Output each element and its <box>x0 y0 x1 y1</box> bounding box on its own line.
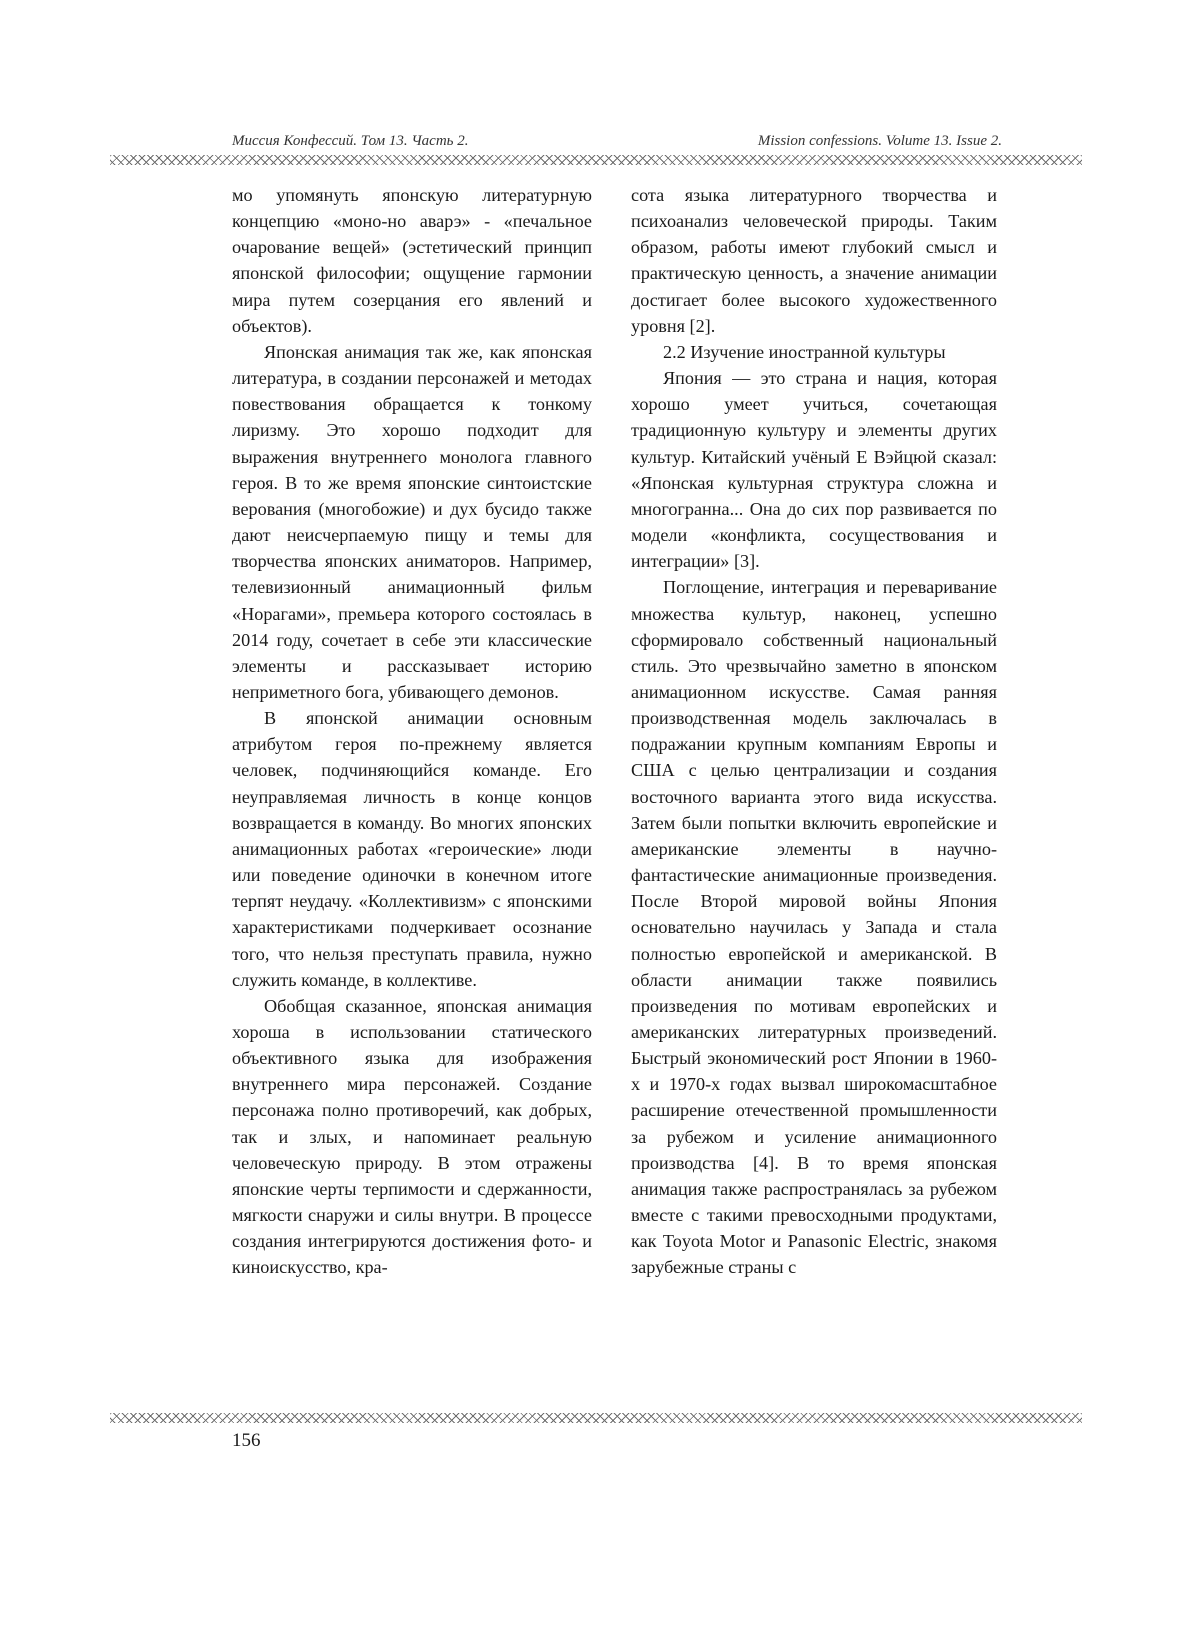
bottom-ornament-divider <box>110 1413 1082 1423</box>
paragraph: Поглощение, интеграция и переваривание множества культур, наконец, успешно сформировало собственный национальный стиль. Это чрезвычайно заметно в японском анимационном искусстве. Самая ранняя производственная модель заключалась в подражании крупным компаниям Европы и США с целью централизации и создания восточного варианта этого вида искусства. Затем были попытки включить европейские и американские элементы в научно-фантастические анимационные произведения. После Второй мировой войны Япония основательно научилась у Запада и стала полностью европейской и американской. В области анимации также появились произведения по мотивам европейских и американских литературных произведений. Быстрый экономический рост Японии в 1960-х и 1970-х годах вызвал широкомасштабное расширение отечественной промышленности за рубежом и усиление анимационного производства [4]. В то время японская анимация также распространялась за рубежом вместе с такими превосходными продуктами, как Toyota Motor и Panasonic Electric, знакомя зарубежные страны с <box>631 574 997 1280</box>
paragraph: Японская анимация так же, как японская литература, в создании персонажей и методах повествования обращается к тонкому лиризму. Это хорошо подходит для выражения внутреннего монолога главного героя. В то же время японские синтоистские верования (многобожие) и дух бусидо также дают неисчерпаемую пищу и темы для творчества японских аниматоров. Например, телевизионный анимационный фильм «Норагами», премьера которого состоялась в 2014 году, сочетает в себе эти классические элементы и рассказывает историю неприметного бога, убивающего демонов. <box>232 339 592 705</box>
paragraph: В японской анимации основным атрибутом героя по-прежнему является человек, подчиняющийся команде. Его неуправляемая личность в конце концов возвращается в команду. Во многих японских анимационных работах «героические» люди или поведение одиночки в конечном итоге терпят неудачу. «Коллективизм» с японскими характеристиками подчеркивает осознание того, что нельзя преступать правила, нужно служить команде, в коллективе. <box>232 705 592 993</box>
paragraph: Обобщая сказанное, японская анимация хороша в использовании статического объективного языка для изображения внутреннего мира персонажей. Создание персонажа полно противоречий, как добрых, так и злых, и напоминает реальную человеческую природу. В этом отражены японские черты терпимости и сдержанности, мягкости снаружи и силы внутри. В процессе создания интегрируются достижения фото- и киноискусство, кра- <box>232 993 592 1281</box>
section-heading: 2.2 Изучение иностранной культуры <box>631 339 997 365</box>
paragraph: мо упомянуть японскую литературную концепцию «моно-но аварэ» - «печальное очарование вещей» (эстетический принцип японской философии; ощущение гармонии мира путем созерцания его явлений и объектов). <box>232 182 592 339</box>
header-journal-en: Mission confessions. Volume 13. Issue 2. <box>758 133 1002 150</box>
left-column <box>232 182 592 1392</box>
header-journal-ru: Миссия Конфессий. Том 13. Часть 2. <box>232 133 469 150</box>
paragraph: Япония — это страна и нация, которая хорошо умеет учиться, сочетающая традиционную культуру и элементы других культур. Китайский учёный Е Вэйцюй сказал: «Японская культурная структура сложна и многогранна... Она до сих пор развивается по модели «конфликта, сосуществования и интеграции» [3]. <box>631 365 997 574</box>
right-column <box>631 182 997 1392</box>
page-number: 156 <box>232 1430 261 1452</box>
paragraph: сота языка литературного творчества и психоанализ человеческой природы. Таким образом, работы имеют глубокий смысл и практическую ценность, а значение анимации достигает более высокого художественного уровня [2]. <box>631 182 997 339</box>
running-header <box>232 133 1002 155</box>
top-ornament-divider <box>110 155 1082 165</box>
